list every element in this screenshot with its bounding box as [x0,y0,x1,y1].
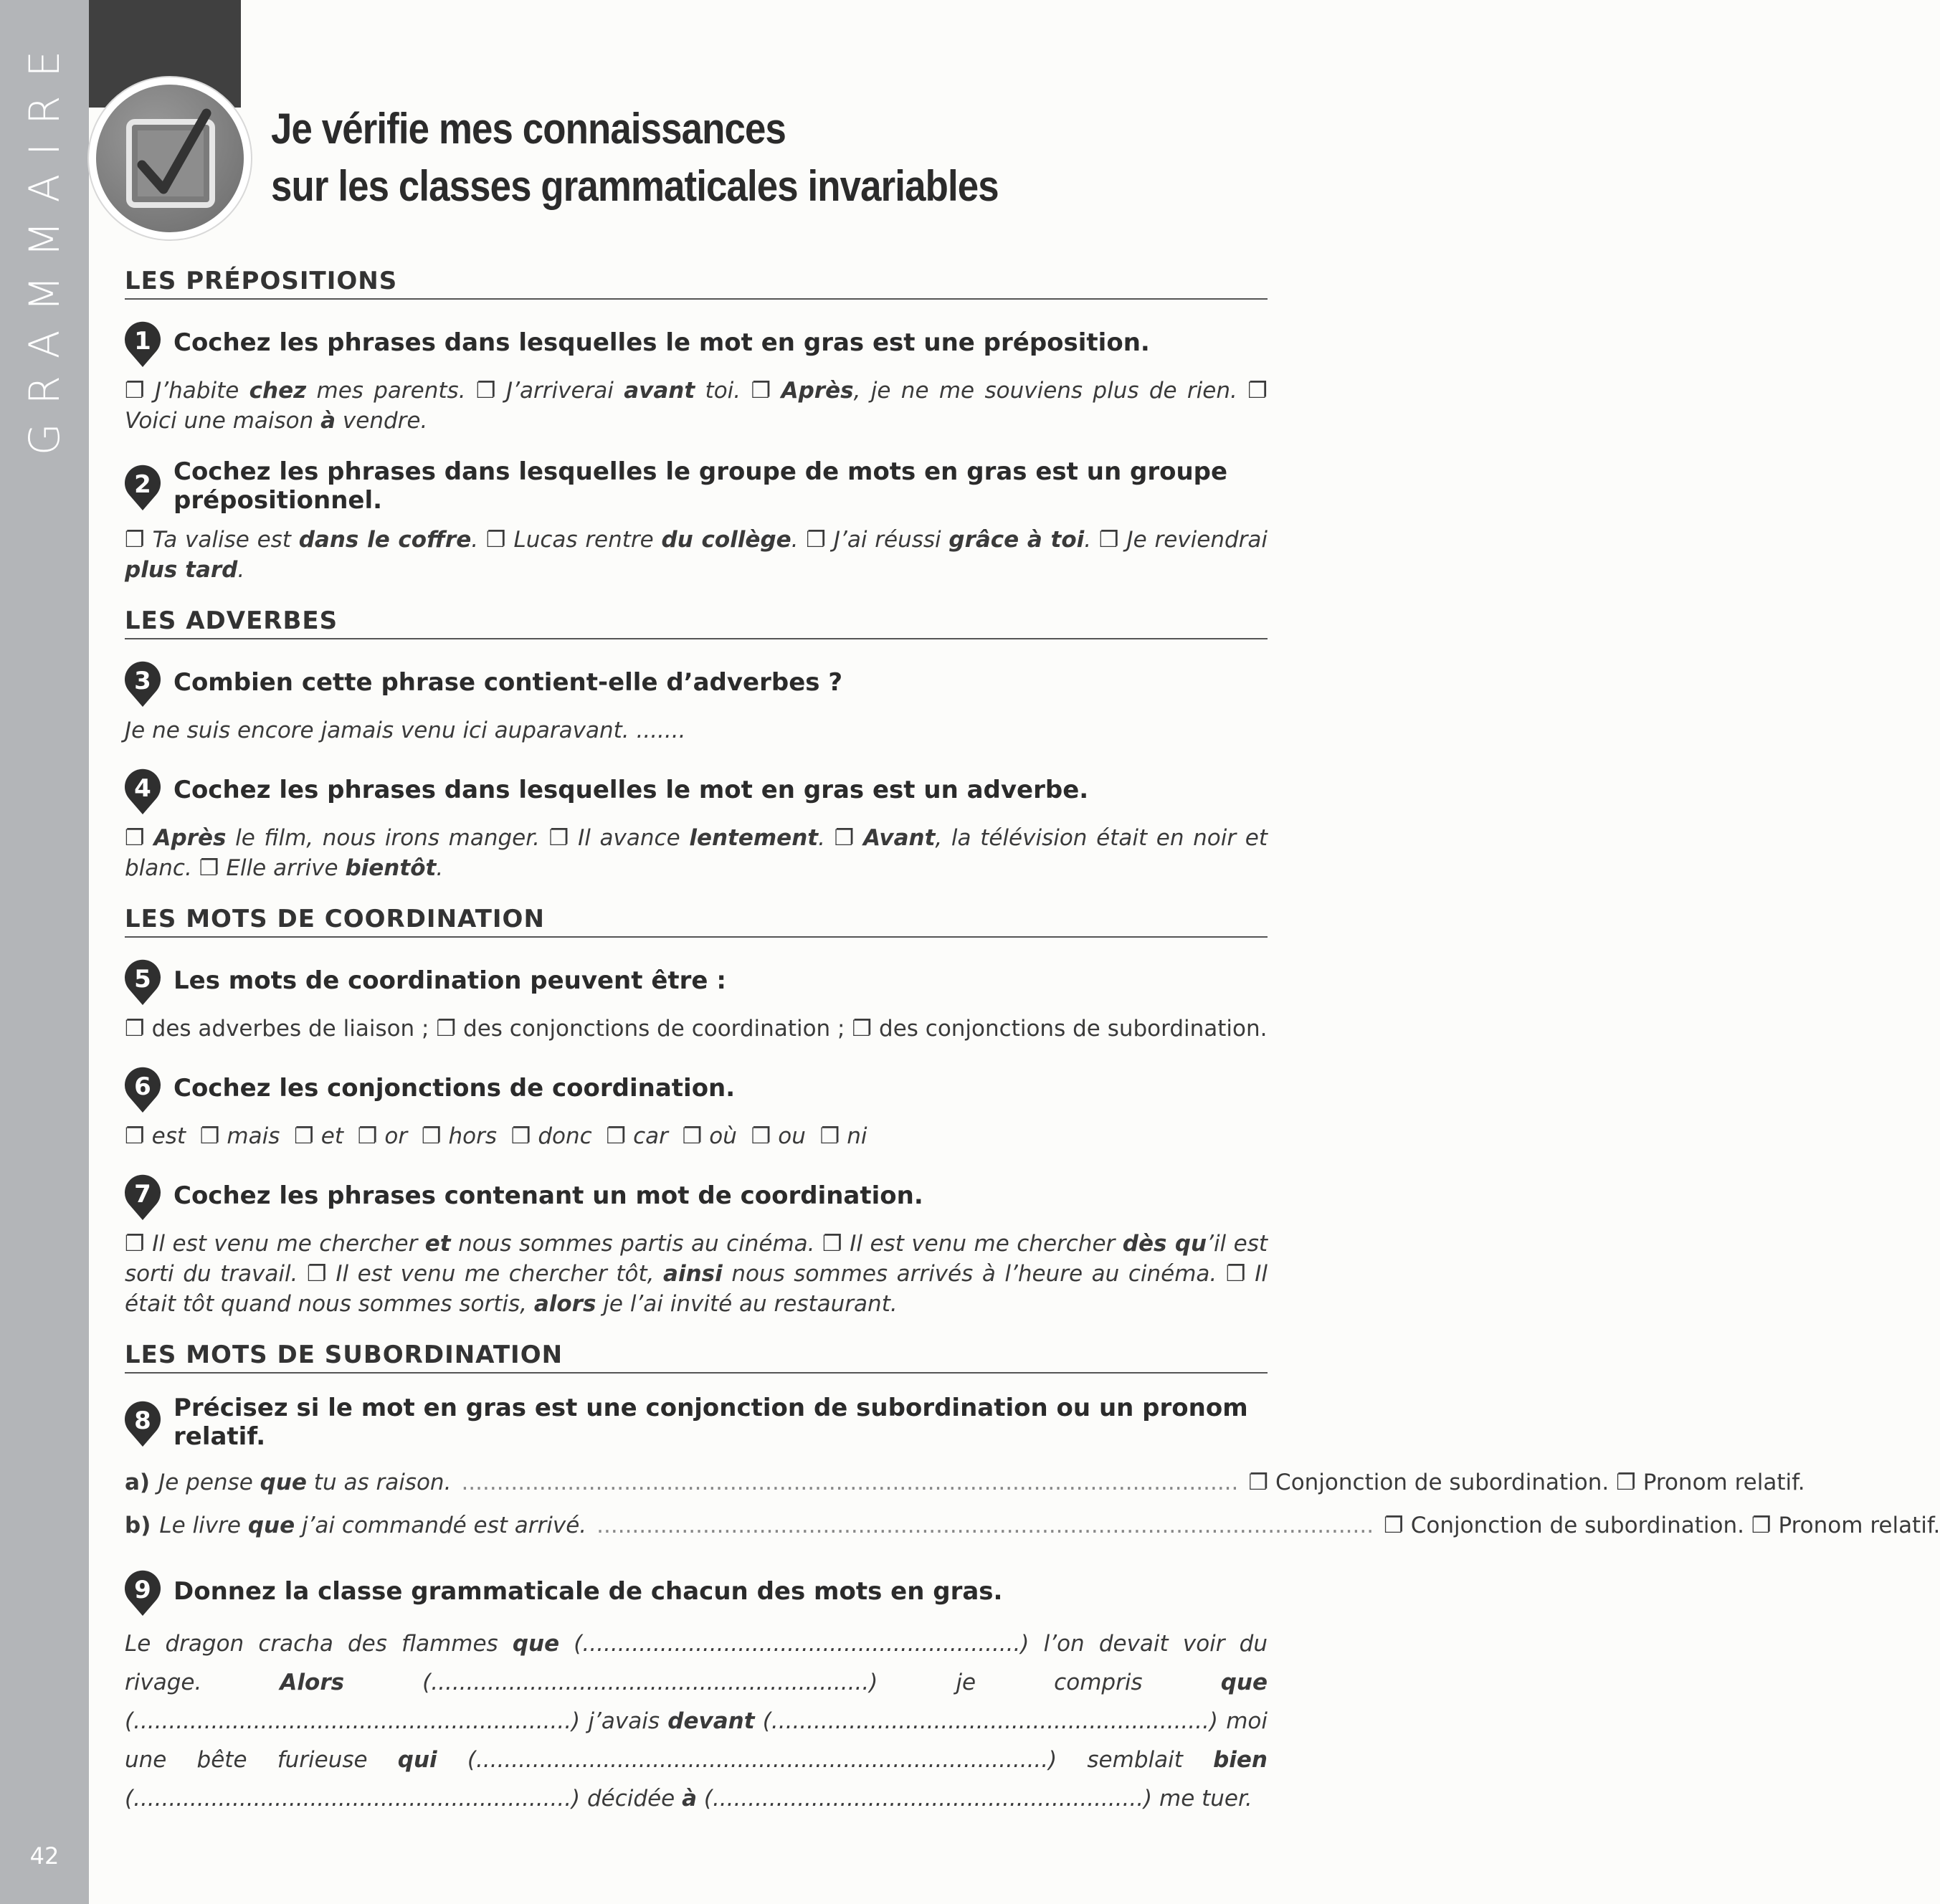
checkbox-icon[interactable]: ❐ [606,1123,627,1149]
exercise-4 [125,767,1268,883]
answer-options: ❐ Ta valise est dans le coffre. ❐ Lucas rentre du collège. ❐ J’ai réussi grâce à toi. ❐ Je reviendrai plus tard. [125,527,1268,583]
checkbox-icon[interactable]: ❐ [125,825,145,851]
answer-row-b: b) Le livre que j’ai commandé est arrivé. .............................................................................................................. ❐ Conjonction de subordination. ❐ Pronom relatif. [125,1504,1268,1547]
checkbox-icon[interactable]: ❐ [199,1123,220,1149]
checkbox-icon[interactable]: ❐ [306,1261,327,1287]
answer-dots[interactable]: .............................................................................................................. [461,1470,1239,1495]
checkbox-icon[interactable]: ❐ [294,1123,314,1149]
exercise-number-badge: 9 [125,1571,161,1617]
checkbox-icon[interactable]: ❐ [1751,1513,1772,1538]
question-text: Cochez les phrases dans lesquelles le mot en gras est une préposition. [173,328,1150,357]
exercise-number-badge: 7 [125,1176,161,1222]
checkbox-icon[interactable]: ❐ [1248,1470,1269,1495]
question-text: Cochez les phrases dans lesquelles le groupe de mots en gras est un groupe prépositionnel. [173,457,1228,515]
checkbox-icon[interactable]: ❐ [1616,1470,1636,1495]
answer-row-a: a) Je pense que tu as raison. .............................................................................................................. ❐ Conjonction de subordination. ❐ Pronom relatif. [125,1461,1268,1504]
exercise-9 [125,1569,1268,1818]
exercise-number-badge: 4 [125,770,161,816]
answer-options: ❐ Après le film, nous irons manger. ❐ Il avance lentement. ❐ Avant, la télévision était en noir et blanc. ❐ Elle arrive bientôt. [125,825,1268,881]
exercise-number-badge: 1 [125,323,161,368]
page-title [271,100,999,215]
checkbox-icon[interactable]: ❐ [806,527,827,553]
answer-options: ❐ Il est venu me chercher et nous sommes partis au cinéma. ❐ Il est venu me chercher dès qu’il est sorti du travail. ❐ Il est venu me chercher tôt, ainsi nous sommes arrivés à l’heure au cinéma. ❐ Il était tôt quand nous sommes sortis, alors je l’ai invité au restaurant. [125,1231,1268,1317]
checkbox-icon[interactable]: ❐ [751,378,771,404]
section-heading-subordination: LES MOTS DE SUBORDINATION [125,1341,1268,1374]
exercise-number-badge: 2 [125,466,161,512]
exercise-1 [125,320,1268,436]
checkbox-icon[interactable]: ❐ [475,378,496,404]
question-text: Cochez les phrases contenant un mot de coordination. [173,1181,923,1210]
exercise-number-badge: 5 [125,961,161,1006]
checkbox-icon[interactable]: ❐ [852,1016,872,1042]
main-content [125,267,1940,1839]
exercise-8 [125,1394,1940,1547]
checkbox-icon[interactable]: ❐ [125,1123,145,1149]
checkbox-icon[interactable]: ❐ [819,1123,840,1149]
exercise-5 [125,958,1268,1044]
answer-options: ❐ est ❐ mais ❐ et ❐ or ❐ hors ❐ donc ❐ car ❐ où ❐ ou ❐ ni [125,1123,867,1149]
checkbox-icon[interactable]: ❐ [125,527,145,553]
answer-dots[interactable]: .............................................................................................................. [596,1513,1374,1538]
checkbox-icon[interactable]: ❐ [421,1123,442,1149]
checkbox-icon[interactable]: ❐ [125,1016,145,1042]
checkbox-icon[interactable]: ❐ [436,1016,457,1042]
checkbox-icon[interactable]: ❐ [510,1123,531,1149]
checkbox-check-icon [89,77,251,239]
exercise-number-badge: 3 [125,662,161,708]
checkbox-icon[interactable]: ❐ [751,1123,771,1149]
exercise-6 [125,1065,1268,1151]
checkbox-icon[interactable]: ❐ [1384,1513,1404,1538]
section-heading-coordination: LES MOTS DE COORDINATION [125,905,1268,938]
exercise-number-badge: 8 [125,1402,161,1448]
sidebar [0,0,89,1904]
exercise-7 [125,1173,1268,1319]
checkbox-icon[interactable]: ❐ [485,527,506,553]
answer-sentence: Je ne suis encore jamais venu ici auparavant. ....... [125,718,686,743]
checkbox-icon[interactable]: ❐ [682,1123,703,1149]
checkbox-icon[interactable]: ❐ [1247,378,1268,404]
checkbox-icon[interactable]: ❐ [822,1231,842,1257]
checkbox-icon[interactable]: ❐ [1098,527,1119,553]
answer-options: ❐ des adverbes de liaison ; ❐ des conjonctions de coordination ; ❐ des conjonctions de subordination. [125,1016,1268,1042]
checkbox-icon[interactable]: ❐ [1225,1261,1246,1287]
exercise-2 [125,457,1268,585]
answer-options: ❐ J’habite chez mes parents. ❐ J’arriverai avant toi. ❐ Après, je ne me souviens plus de rien. ❐ Voici une maison à vendre. [125,378,1268,434]
checkbox-icon[interactable]: ❐ [199,855,219,881]
question-text: Cochez les phrases dans lesquelles le mot en gras est un adverbe. [173,776,1089,804]
checkbox-icon[interactable]: ❐ [125,1231,145,1257]
title-line-1: Je vérifie mes connaissances [271,105,786,153]
question-text: Combien cette phrase contient-elle d’adverbes ? [173,668,843,697]
checkbox-icon[interactable]: ❐ [834,825,855,851]
title-line-2: sur les classes grammaticales invariables [271,162,999,210]
question-text: Cochez les conjonctions de coordination. [173,1074,736,1103]
fill-in-paragraph[interactable]: Le dragon cracha des flammes que (..............................................................) l’on devait voir du rivage. Alors (..............................................................) je compris que (..............................................................) j’avais devant (..............................................................) moi une bête furieuse qui (.................................................................................) semblait bien (..............................................................) décidée à (.............................................................) me tuer. [125,1631,1268,1812]
checkbox-icon[interactable]: ❐ [548,825,569,851]
checkbox-icon[interactable]: ❐ [357,1123,378,1149]
exercise-number-badge: 6 [125,1068,161,1114]
exercise-3 [125,660,1268,746]
question-text: Les mots de coordination peuvent être : [173,966,726,995]
question-text: Donnez la classe grammaticale de chacun des mots en gras. [173,1577,1003,1606]
checkbox-icon[interactable]: ❐ [125,378,145,404]
sidebar-label: GRAMMAIRE [20,32,69,456]
section-heading-prepositions: LES PRÉPOSITIONS [125,267,1268,300]
question-text: Précisez si le mot en gras est une conjonction de subordination ou un pronom relatif. [173,1394,1248,1451]
page-number: 42 [29,1842,60,1870]
section-heading-adverbes: LES ADVERBES [125,606,1268,639]
